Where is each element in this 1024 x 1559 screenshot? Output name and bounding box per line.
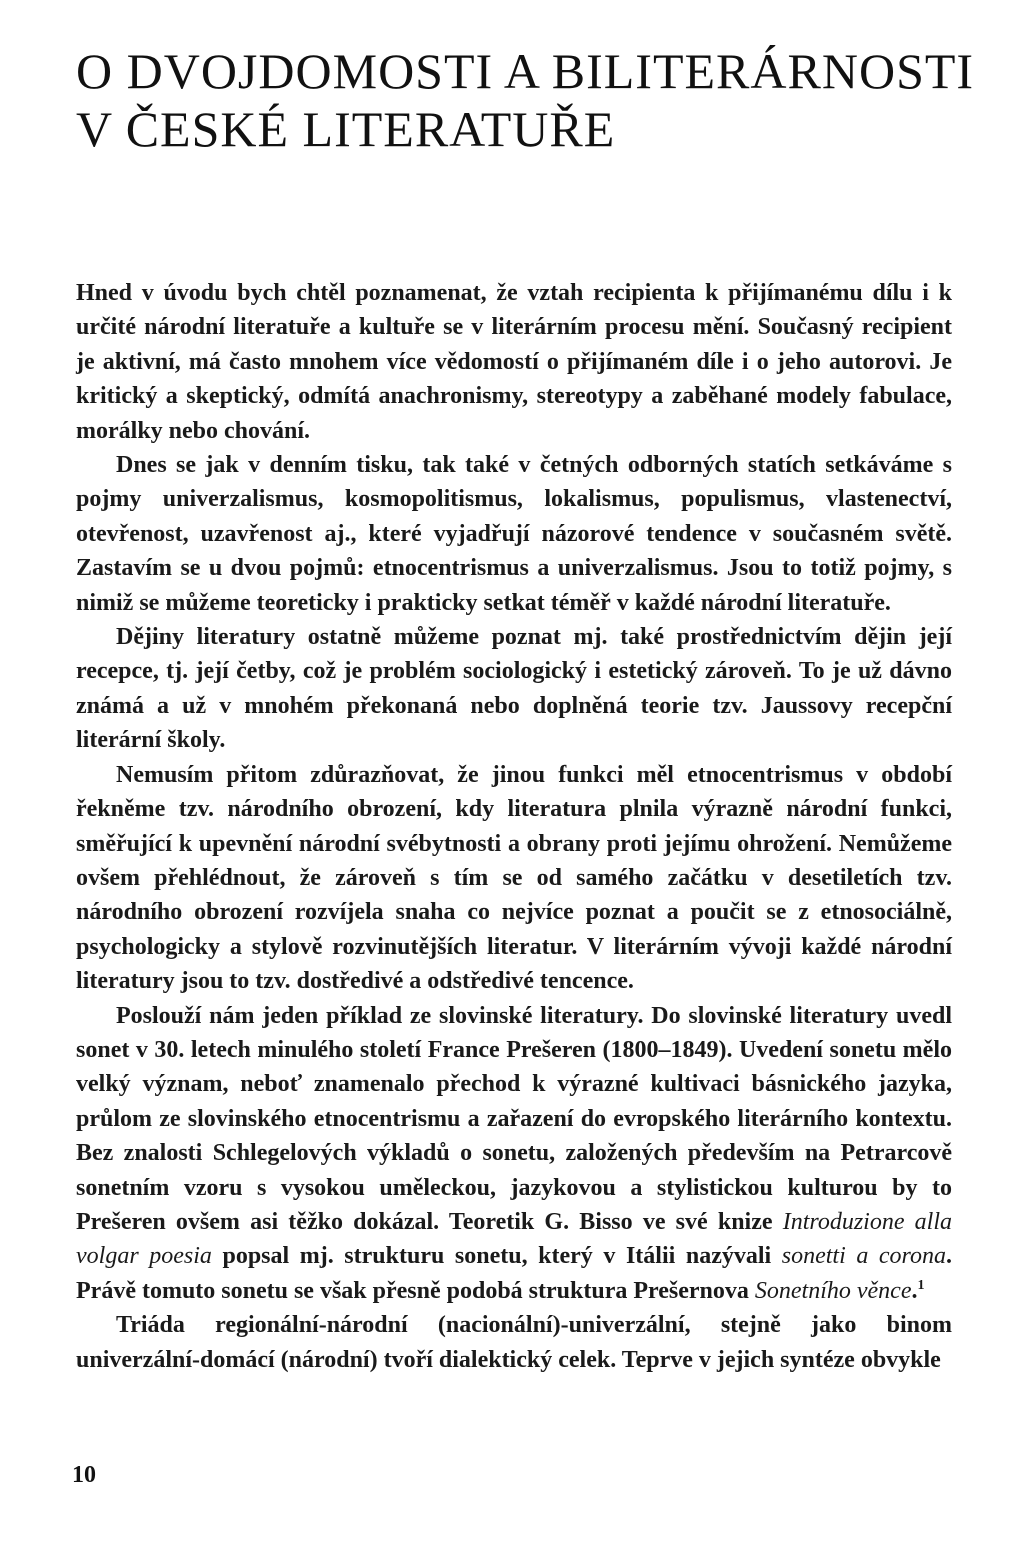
chapter-title	[76, 42, 976, 158]
book-title-sonetni-venec: Sonetního věnce	[754, 1277, 912, 1304]
paragraph-3: Dějiny literatury ostatně můžeme poznat mj. také prostřednictvím dějin její recepce, tj. její četby, což je problém sociologický i estetický zároveň. To je už dávno známá a už v mnohém překonaná nebo doplněná teorie tzv. Jaussovy recepční literární školy.	[76, 624, 952, 754]
paragraph-5-part-d: .	[911, 1277, 918, 1304]
paragraph-5-part-a: Poslouží nám jeden příklad ze slovinské literatury. Do slovinské literatury uvedl sonet v 30. letech minulého století France Prešeren (1800–1849). Uvedení sonetu mělo velký význam, neboť znamenalo přechod k výrazné kultivaci básnického jazyka, průlom ze slovinského etnocentrismu a zařazení do evropského literárního kontextu. Bez znalosti Schlegelových výkladů o sonetu, založených především na Petrarcově sonetním vzoru s vysokou uměleckou, jazykovou a stylistickou kulturou by to Prešeren ovšem asi těžko dokázal. Teoretik G. Bisso ve své knize	[76, 1002, 952, 1235]
book-title-introduzione: Introduzione alla volgar poesia	[76, 1208, 952, 1270]
term-sonetti-a-corona: sonetti a corona	[781, 1243, 947, 1270]
paragraph-5-part-b: popsal mj. strukturu sonetu, který v Itálii nazývali	[211, 1243, 782, 1270]
footnote-marker[interactable]: 1	[917, 1277, 925, 1293]
paragraph-2: Dnes se jak v denním tisku, tak také v četných odborných statích setkáváme s pojmy univerzalismus, kosmopolitismus, lokalismus, populismus, vlastenectví, otevřenost, uzavřenost aj., které vyjadřují názorové tendence v současném světě. Zastavím se u dvou pojmů: etnocentrismus a univerzalismus. Jsou to totiž pojmy, s nimiž se můžeme teoreticky i prakticky setkat téměř v každé národní literatuře.	[76, 452, 952, 616]
body-text	[76, 276, 952, 1377]
chapter-title-line-1: O DVOJDOMOSTI A BILITERÁRNOSTI	[76, 43, 975, 99]
paragraph-6: Triáda regionální-národní (nacionální)-univerzální, stejně jako binom univerzální-domácí (národní) tvoří dialektický celek. Teprve v jejich syntéze obvykle	[76, 1312, 952, 1373]
page-number: 10	[72, 1462, 96, 1488]
paragraph-5-part-c: . Právě tomuto sonetu se však přesně podobá struktura Prešernova	[76, 1243, 953, 1304]
chapter-title-line-2: V ČESKÉ LITERATUŘE	[76, 101, 616, 157]
paragraph-1: Hned v úvodu bych chtěl poznamenat, že vztah recipienta k přijímanému dílu i k určité národní literatuře a kultuře se v literárním procesu mění. Současný recipient je aktivní, má často mnohem více vědomostí o přijímaném díle i o jeho autorovi. Je kritický a skeptický, odmítá anachronismy, stereotypy a zaběhané modely fabulace, morálky nebo chování.	[76, 280, 952, 444]
paragraph-5	[76, 999, 952, 1309]
paragraph-4: Nemusím přitom zdůrazňovat, že jinou funkci měl etnocentrismus v období řekněme tzv. národního obrození, kdy literatura plnila výrazně národní funkci, směřující k upevnění národní svébytnosti a obrany proti jejímu ohrožení. Nemůžeme ovšem přehlédnout, že zároveň s tím se od samého začátku v desetiletích tzv. národního obrození rozvíjela snaha co nejvíce poznat a poučit se z etnosociálně, psychologicky a stylově rozvinutějších literatur. V literárním vývoji každé národní literatury jsou to tzv. dostředivé a odstředivé tencence.	[76, 761, 952, 995]
